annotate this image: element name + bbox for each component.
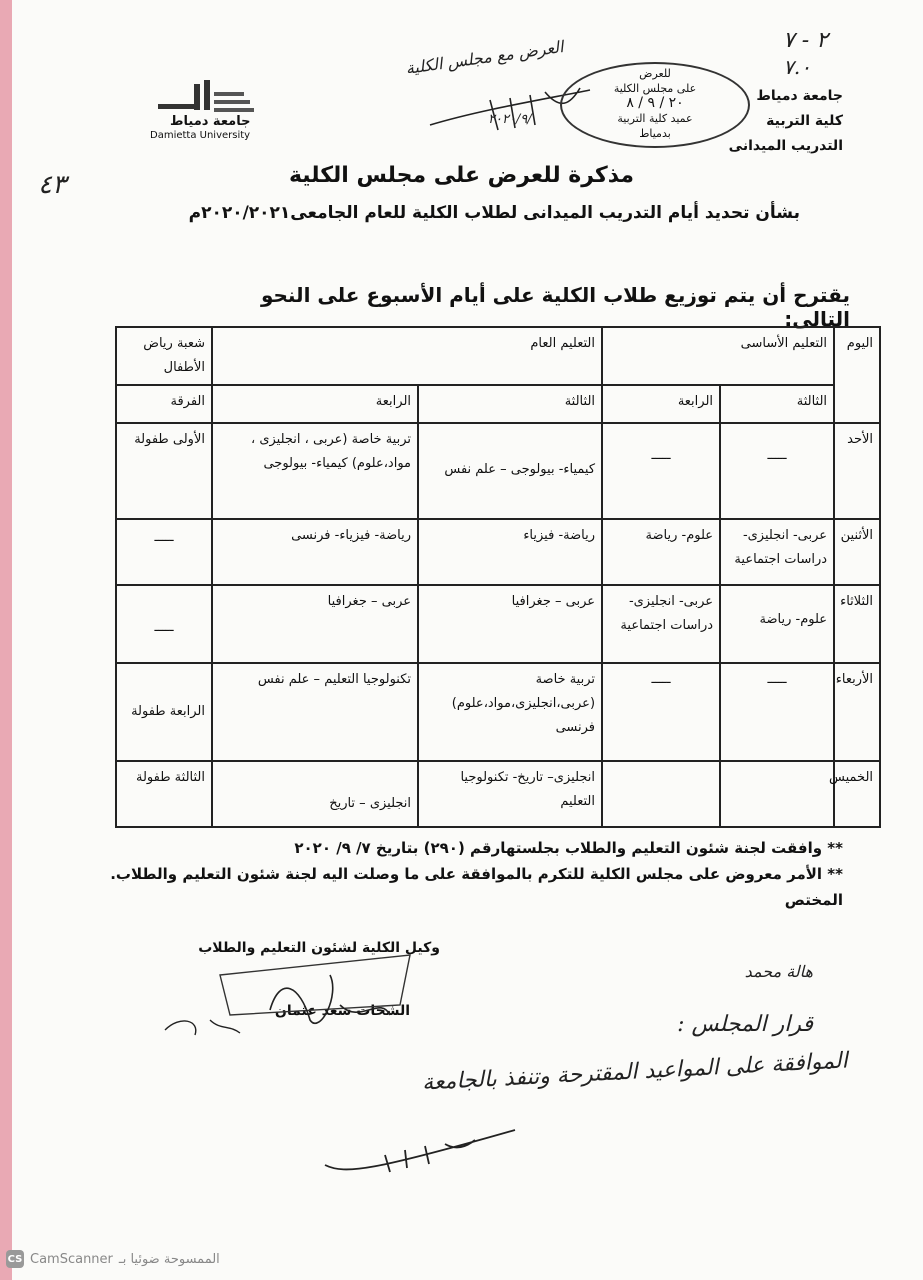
dean-signature — [315, 1120, 535, 1180]
general-fourth-cell: تربية خاصة (عربى ، انجليزى ، مواد،علوم) كيمياء- بيولوجى — [212, 423, 418, 519]
day-cell: الأحد — [834, 423, 880, 519]
faculty-name: كلية التربية — [766, 113, 843, 129]
handwritten-note: العرض مع مجلس الكلية — [404, 37, 565, 78]
university-logo — [150, 78, 262, 144]
day-cell: الأثنين — [834, 519, 880, 585]
vice-dean-title: وكيل الكلية لشئون التعليم والطلاب — [198, 940, 440, 956]
camscanner-icon: CS — [6, 1250, 24, 1268]
stamp-date: ٢٠ / ٩ / ٨ — [626, 95, 684, 111]
scanner-watermark — [6, 1250, 220, 1268]
memo-subtitle: بشأن تحديد أيام التدريب الميدانى لطلاب الكلية للعام الجامعى٢٠٢٠/٢٠٢١م — [188, 203, 800, 223]
general-third-cell: عربى – جغرافيا — [418, 585, 602, 663]
empty-dash: ـــــ — [651, 448, 671, 463]
stamp-line3: عميد كلية التربية — [617, 112, 693, 125]
table-row — [116, 423, 880, 519]
basic-third-cell: علوم- رياضة — [720, 585, 834, 663]
general-fourth-cell: انجليزى – تاريخ — [212, 761, 418, 827]
kg-cell: الأولى طفولة — [116, 423, 212, 519]
memo-notes — [83, 835, 843, 913]
approval-note: ** وافقت لجنة شئون التعليم والطلاب بجلستهارقم (٢٩٠) بتاريخ ٧/ ٩/ ٢٠٢٠ — [294, 839, 843, 857]
handwritten-date: ٢٠٢٠/٩/ — [488, 112, 532, 127]
kg-cell: الرابعة طفولة — [116, 663, 212, 761]
memo-intro: يقترح أن يتم توزيع طلاب الكلية على أيام الأسبوع على النحو التالى: — [260, 283, 850, 331]
empty-dash: ـــــ — [767, 672, 787, 687]
specialist-signature: هالة محمد — [744, 962, 813, 981]
empty-dash: ـــــ — [651, 672, 671, 687]
handwritten-code: ٧.٠ — [783, 55, 811, 79]
basic-fourth-cell: علوم- رياضة — [602, 519, 720, 585]
day-cell: الأربعاء — [834, 663, 880, 761]
logo-english-text: Damietta University — [150, 130, 251, 141]
empty-dash: ـــــ — [154, 620, 174, 635]
vice-dean-signature — [160, 935, 460, 1045]
day-cell: الثلاثاء — [834, 585, 880, 663]
general-fourth-cell: رياضة- فيزياء- فرنسى — [212, 519, 418, 585]
sub-level: الفرقة — [116, 385, 212, 423]
col-day-header: اليوم — [834, 327, 880, 423]
decision-text: الموافقة على المواعيد المقترحة وتنفذ بالجامعة — [421, 1048, 849, 1096]
general-third-cell: رياضة- فيزياء — [418, 519, 602, 585]
table-row — [116, 585, 880, 663]
university-name: جامعة دمياط — [756, 88, 843, 104]
table-header-row — [116, 327, 880, 385]
col-kg-header: شعبة رياض الأطفال — [116, 327, 212, 385]
table-row — [116, 663, 880, 761]
day-cell: الخميس — [834, 761, 880, 827]
camscanner-name: CamScanner — [30, 1251, 113, 1267]
sub-basic-third: الثالثة — [720, 385, 834, 423]
scan-edge — [0, 0, 12, 1280]
handwritten-mark: ٢ - ٧ — [782, 28, 828, 53]
logo-arabic-text: جامعة دمياط — [170, 114, 251, 129]
specialist-label: المختص — [784, 891, 843, 909]
basic-third-cell: عربى- انجليزى- دراسات اجتماعية — [720, 519, 834, 585]
general-third-cell: كيمياء- بيولوجى – علم نفس — [418, 423, 602, 519]
basic-fourth-cell: عربى- انجليزى- دراسات اجتماعية — [602, 585, 720, 663]
sub-general-third: الثالثة — [418, 385, 602, 423]
department-name: التدريب الميدانى — [728, 138, 843, 154]
empty-dash: ـــــ — [767, 448, 787, 463]
stamp-line4: بدمياط — [639, 127, 671, 140]
table-subheader-row — [116, 385, 880, 423]
sub-basic-fourth: الرابعة — [602, 385, 720, 423]
sub-general-fourth: الرابعة — [212, 385, 418, 423]
general-third-cell: انجليزى– تاريخ- تكنولوجيا التعليم — [418, 761, 602, 827]
stamp-line1: للعرض — [639, 67, 671, 80]
empty-dash: ـــــ — [154, 530, 174, 545]
general-fourth-cell: تكنولوجيا التعليم – علم نفس — [212, 663, 418, 761]
presented-note: ** الأمر معروض على مجلس الكلية للتكرم بالموافقة على ما وصلت اليه لجنة شئون التعليم والطلاب. — [110, 865, 843, 883]
col-basic-header: التعليم الأساسى — [602, 327, 834, 385]
general-third-cell: تربية خاصة (عربى،انجليزى،مواد،علوم) فرنسى — [418, 663, 602, 761]
kg-cell: الثالثة طفولة — [116, 761, 212, 827]
general-fourth-cell: عربى – جغرافيا — [212, 585, 418, 663]
col-general-header: التعليم العام — [212, 327, 602, 385]
vice-dean-name: الشحات سعد عثمان — [274, 1003, 410, 1019]
camscanner-prefix: الممسوحة ضوئيا بـ — [118, 1251, 220, 1267]
handwritten-page-number: ٤٣ — [38, 170, 66, 200]
official-stamp — [560, 62, 750, 148]
memo-title: مذكرة للعرض على مجلس الكلية — [288, 163, 635, 188]
table-row — [116, 519, 880, 585]
stamp-line2: على مجلس الكلية — [613, 82, 697, 95]
table-row — [116, 761, 880, 827]
schedule-table — [115, 326, 881, 828]
decision-label: قرار المجلس : — [677, 1012, 813, 1037]
